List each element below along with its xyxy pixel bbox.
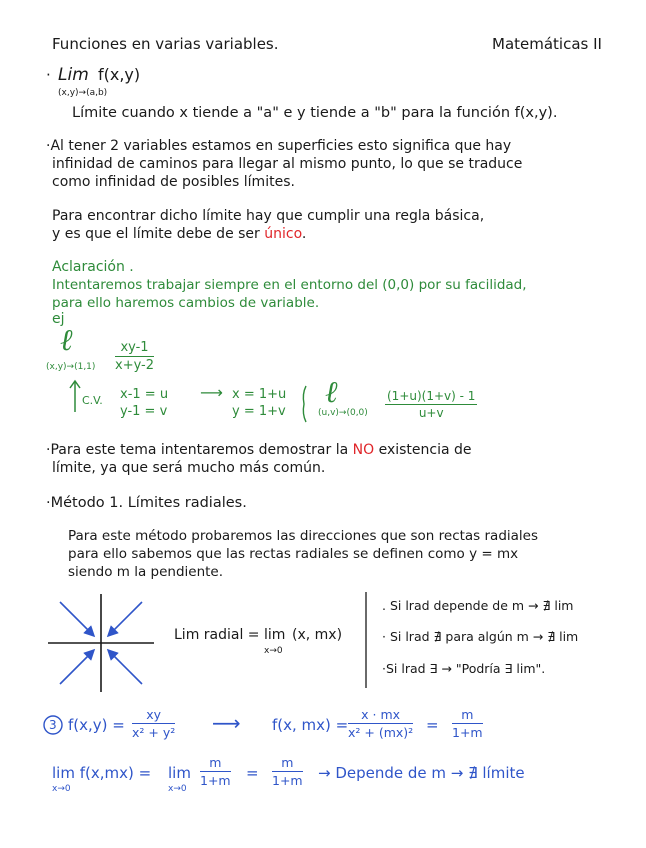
example-numerator-2: (1+u)(1+v) - 1	[387, 389, 476, 403]
subject-label: Matemáticas II	[492, 35, 602, 53]
clarification-line-2: para ello haremos cambios de variable.	[52, 295, 320, 311]
example-fraction-2	[385, 389, 477, 420]
radial-lhs: Lim radial =	[174, 627, 260, 643]
exercise-lim-sub-1: x→0	[52, 784, 71, 794]
example-lim-sub: (x,y)→(1,1)	[46, 362, 96, 372]
rule-line-2-text: y es que el límite debe de ser	[52, 226, 260, 242]
radial-rule-2: · Si lrad ∄ para algún m → ∄ lim	[382, 629, 579, 644]
intro-bullet: ·	[46, 66, 51, 84]
intro-meaning: Límite cuando x tiende a "a" e y tiende a "b" para la función f(x,y).	[72, 105, 558, 121]
no-word: NO	[352, 442, 375, 458]
exercise-f: f(x,y) =	[68, 716, 125, 734]
example-lim-symbol: ℓ	[60, 323, 73, 358]
method-line-2: para ello sabemos que las rectas radiales se definen como y = mx	[68, 546, 519, 562]
cv-label: C.V.	[82, 394, 103, 407]
exercise-f-num: xy	[132, 707, 175, 724]
exercise-arrow: ⟶	[212, 711, 241, 735]
radial-directions-diagram	[46, 588, 156, 698]
example-lim-symbol-2: ℓ	[325, 375, 338, 410]
clarification-line-1: Intentaremos trabajar siempre en el entorno del (0,0) por su facilidad,	[52, 277, 527, 293]
intro-lim: Lim	[58, 65, 89, 85]
cv-res-1: x = 1+u	[232, 387, 287, 402]
example-lim-sub-2: (u,v)→(0,0)	[318, 408, 368, 418]
no-exist-line-2: límite, ya que será mucho más común.	[52, 460, 326, 476]
exercise-conclusion: → Depende de m → ∄ límite	[318, 764, 525, 782]
method-line-1: Para este método probaremos las direcciones que son rectas radiales	[68, 528, 539, 544]
exercise-r-num: m	[452, 707, 483, 724]
intro-func: f(x,y)	[98, 65, 141, 84]
exercise-f2-den: x² + (mx)²	[348, 725, 414, 740]
surfaces-line-3: como infinidad de posibles límites.	[52, 174, 295, 190]
radial-rule-1: . Si lrad depende de m → ∄ lim	[382, 598, 574, 613]
exercise-f2-num: x · mx	[348, 707, 413, 724]
vertical-divider	[364, 592, 368, 692]
exercise-fraction-4	[200, 755, 231, 788]
radial-expr: (x, mx)	[292, 627, 343, 643]
brace-divider	[300, 384, 310, 424]
intro-sub: (x,y)→(a,b)	[58, 88, 108, 98]
rule-line-1: Para encontrar dicho límite hay que cumplir una regla básica,	[52, 208, 485, 224]
unique-word: único	[264, 226, 302, 242]
rule-line-2-end: .	[301, 226, 307, 242]
cv-arrow: ⟶	[200, 383, 223, 402]
exercise-fraction-1	[132, 707, 175, 740]
exercise-fraction-5	[272, 755, 303, 788]
exercise-m-num: m	[200, 755, 231, 772]
exercise-lim-sub-2: x→0	[168, 784, 187, 794]
exercise-fraction-2	[348, 707, 413, 740]
radial-lim: lim	[264, 627, 286, 643]
example-fraction	[115, 340, 154, 373]
exercise-m2-num: m	[272, 755, 303, 772]
cv-res-2: y = 1+v	[232, 404, 286, 419]
example-denominator-2: u+v	[418, 406, 444, 420]
example-denominator: x+y-2	[115, 358, 155, 373]
exercise-equals: =	[426, 716, 439, 734]
exercise-lim-f: lim f(x,mx) =	[52, 764, 152, 782]
surfaces-line-1: ·Al tener 2 variables estamos en superficies esto significa que hay	[46, 138, 512, 154]
exercise-f-den: x² + y²	[132, 725, 176, 740]
clarification-title: Aclaración .	[52, 259, 134, 275]
exercise-f2: f(x, mx) =	[272, 716, 349, 734]
no-exist-text-a: ·Para este tema intentaremos demostrar la	[46, 442, 349, 458]
page-title: Funciones en varias variables.	[52, 35, 279, 53]
method-title: ·Método 1. Límites radiales.	[46, 495, 247, 511]
surfaces-line-2: infinidad de caminos para llegar al mismo punto, lo que se traduce	[52, 156, 523, 172]
no-exist-line-1	[46, 441, 472, 459]
radial-sub: x→0	[264, 646, 283, 656]
cv-eq-1: x-1 = u	[120, 387, 169, 402]
no-exist-text-b: existencia de	[378, 442, 472, 458]
exercise-number: 3	[49, 718, 57, 732]
cv-eq-2: y-1 = v	[120, 404, 168, 419]
radial-rule-3: ·Si lrad ∃ → "Podría ∃ lim".	[382, 661, 546, 676]
exercise-fraction-3	[452, 707, 483, 740]
example-numerator: xy-1	[115, 340, 154, 357]
exercise-m-den: 1+m	[200, 773, 231, 788]
rule-line-2	[52, 225, 306, 243]
method-line-3: siendo m la pendiente.	[68, 564, 224, 580]
exercise-m2-den: 1+m	[272, 773, 303, 788]
exercise-r-den: 1+m	[452, 725, 483, 740]
exercise-lim-2: lim	[168, 764, 191, 782]
example-label: ej	[52, 311, 65, 327]
exercise-equals-2: =	[246, 764, 259, 782]
